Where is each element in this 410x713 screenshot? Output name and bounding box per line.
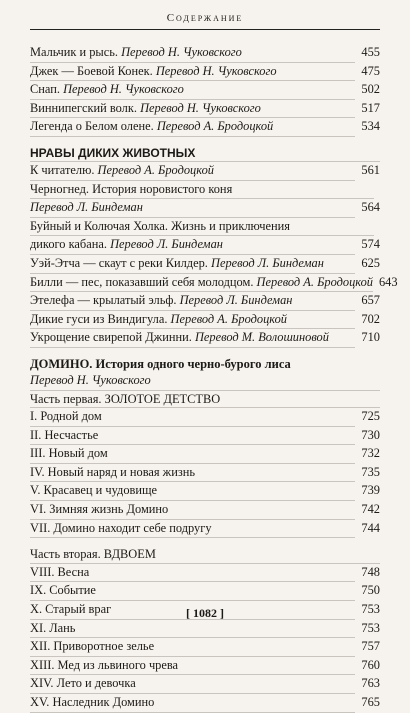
page-number: 657: [361, 293, 380, 308]
chapter-entry: XIV. Лето и девочка 763: [30, 675, 380, 694]
page-number: 753: [361, 602, 380, 617]
toc-entry: Виннипегский волк. Перевод Н. Чуковского 517: [30, 100, 380, 119]
toc-entry: Джек — Боевой Конек. Перевод Н. Чуковского 475: [30, 63, 380, 82]
toc-entry: Черногнед. История норовистого коня: [30, 181, 380, 200]
chapter-entry: XI. Лань 753: [30, 620, 380, 639]
part-heading: Часть первая. ЗОЛОТОЕ ДЕТСТВО: [30, 391, 380, 409]
toc-entry: Мальчик и рысь. Перевод Н. Чуковского 455: [30, 44, 380, 63]
toc-entry: К читателю. Перевод А. Бродоцкой 561: [30, 162, 380, 181]
page-number: 643: [378, 274, 398, 289]
page-number: 710: [361, 330, 380, 345]
chapter-entry: II. Несчастье 730: [30, 427, 380, 446]
page-number: 753: [361, 620, 380, 635]
chapter-entry: XII. Приворотное зелье 757: [30, 638, 380, 657]
page-number: 757: [361, 639, 380, 654]
page-number: 730: [361, 427, 380, 442]
header-divider: [30, 29, 380, 30]
chapter-entry: VIII. Весна 748: [30, 564, 380, 583]
chapter-entry: V. Красавец и чудовище 739: [30, 482, 380, 501]
page-number: 502: [361, 82, 380, 97]
chapter-entry: XIII. Мед из львиного чрева 760: [30, 657, 380, 676]
toc-entry-continuation: дикого кабана. Перевод Л. Биндеман 574: [30, 236, 380, 255]
chapter-entry: X. Старый враг 753: [30, 601, 380, 620]
page-number: 625: [361, 255, 380, 270]
page-number: 574: [361, 237, 380, 252]
chapter-entry: VII. Домино находит себе подругу 744: [30, 520, 380, 539]
page-number: 725: [361, 409, 380, 424]
toc-entry: Этелефа — крылатый эльф. Перевод Л. Биндеман 657: [30, 292, 380, 311]
page-number: 564: [361, 200, 380, 215]
toc-entry: Уэй-Этча — скаут с реки Килдер. Перевод Л. Биндеман 625: [30, 255, 380, 274]
toc-entry: Буйный и Колючая Холка. Жизнь и приключения: [30, 218, 380, 237]
chapter-entry: XV. Наследник Домино 765: [30, 694, 380, 713]
section-heading: ДОМИНО. История одного черно-бурого лиса: [30, 356, 291, 371]
page-folio: [ 1082 ]: [186, 606, 224, 620]
toc-entry-continuation: Перевод Л. Биндеман 564: [30, 199, 380, 218]
page-number: 702: [361, 311, 380, 326]
section-heading: НРАВЫ ДИКИХ ЖИВОТНЫХ: [30, 145, 380, 162]
toc-entry: Билли — пес, показавший себя молодцом. Перевод А. Бродоцкой 643: [30, 274, 380, 293]
chapter-entry: VI. Зимняя жизнь Домино 742: [30, 501, 380, 520]
chapter-entry: III. Новый дом 732: [30, 445, 380, 464]
page-number: 748: [361, 564, 380, 579]
page-number: 534: [361, 119, 380, 134]
section-translator: Перевод Н. Чуковского: [30, 372, 380, 391]
toc-entry: Укрощение свирепой Джинни. Перевод М. Волошиновой 710: [30, 329, 380, 348]
page-number: 763: [361, 676, 380, 691]
page-number: 517: [361, 100, 380, 115]
page-number: 732: [361, 446, 380, 461]
page-number: 765: [361, 695, 380, 709]
page-number: 561: [361, 162, 380, 177]
page-number: 744: [361, 520, 380, 535]
chapter-entry: I. Родной дом 725: [30, 408, 380, 427]
toc-entry: Легенда о Белом олене. Перевод А. Бродоцкой 534: [30, 118, 380, 137]
chapter-entry: IV. Новый наряд и новая жизнь 735: [30, 464, 380, 483]
part-heading: Часть вторая. ВДВОЕМ: [30, 546, 380, 564]
page-number: 475: [361, 63, 380, 78]
chapter-entry: IX. Событие 750: [30, 582, 380, 601]
page-number: 455: [361, 45, 380, 59]
page-number: 750: [361, 583, 380, 598]
page-number: 739: [361, 483, 380, 498]
running-header: Содержание: [166, 12, 244, 24]
toc-entry: Дикие гуси из Виндигула. Перевод А. Бродоцкой 702: [30, 311, 380, 330]
page-number: 735: [361, 464, 380, 479]
page-number: 760: [361, 657, 380, 672]
toc-entry: Снап. Перевод Н. Чуковского 502: [30, 81, 380, 100]
page-number: 742: [361, 502, 380, 517]
